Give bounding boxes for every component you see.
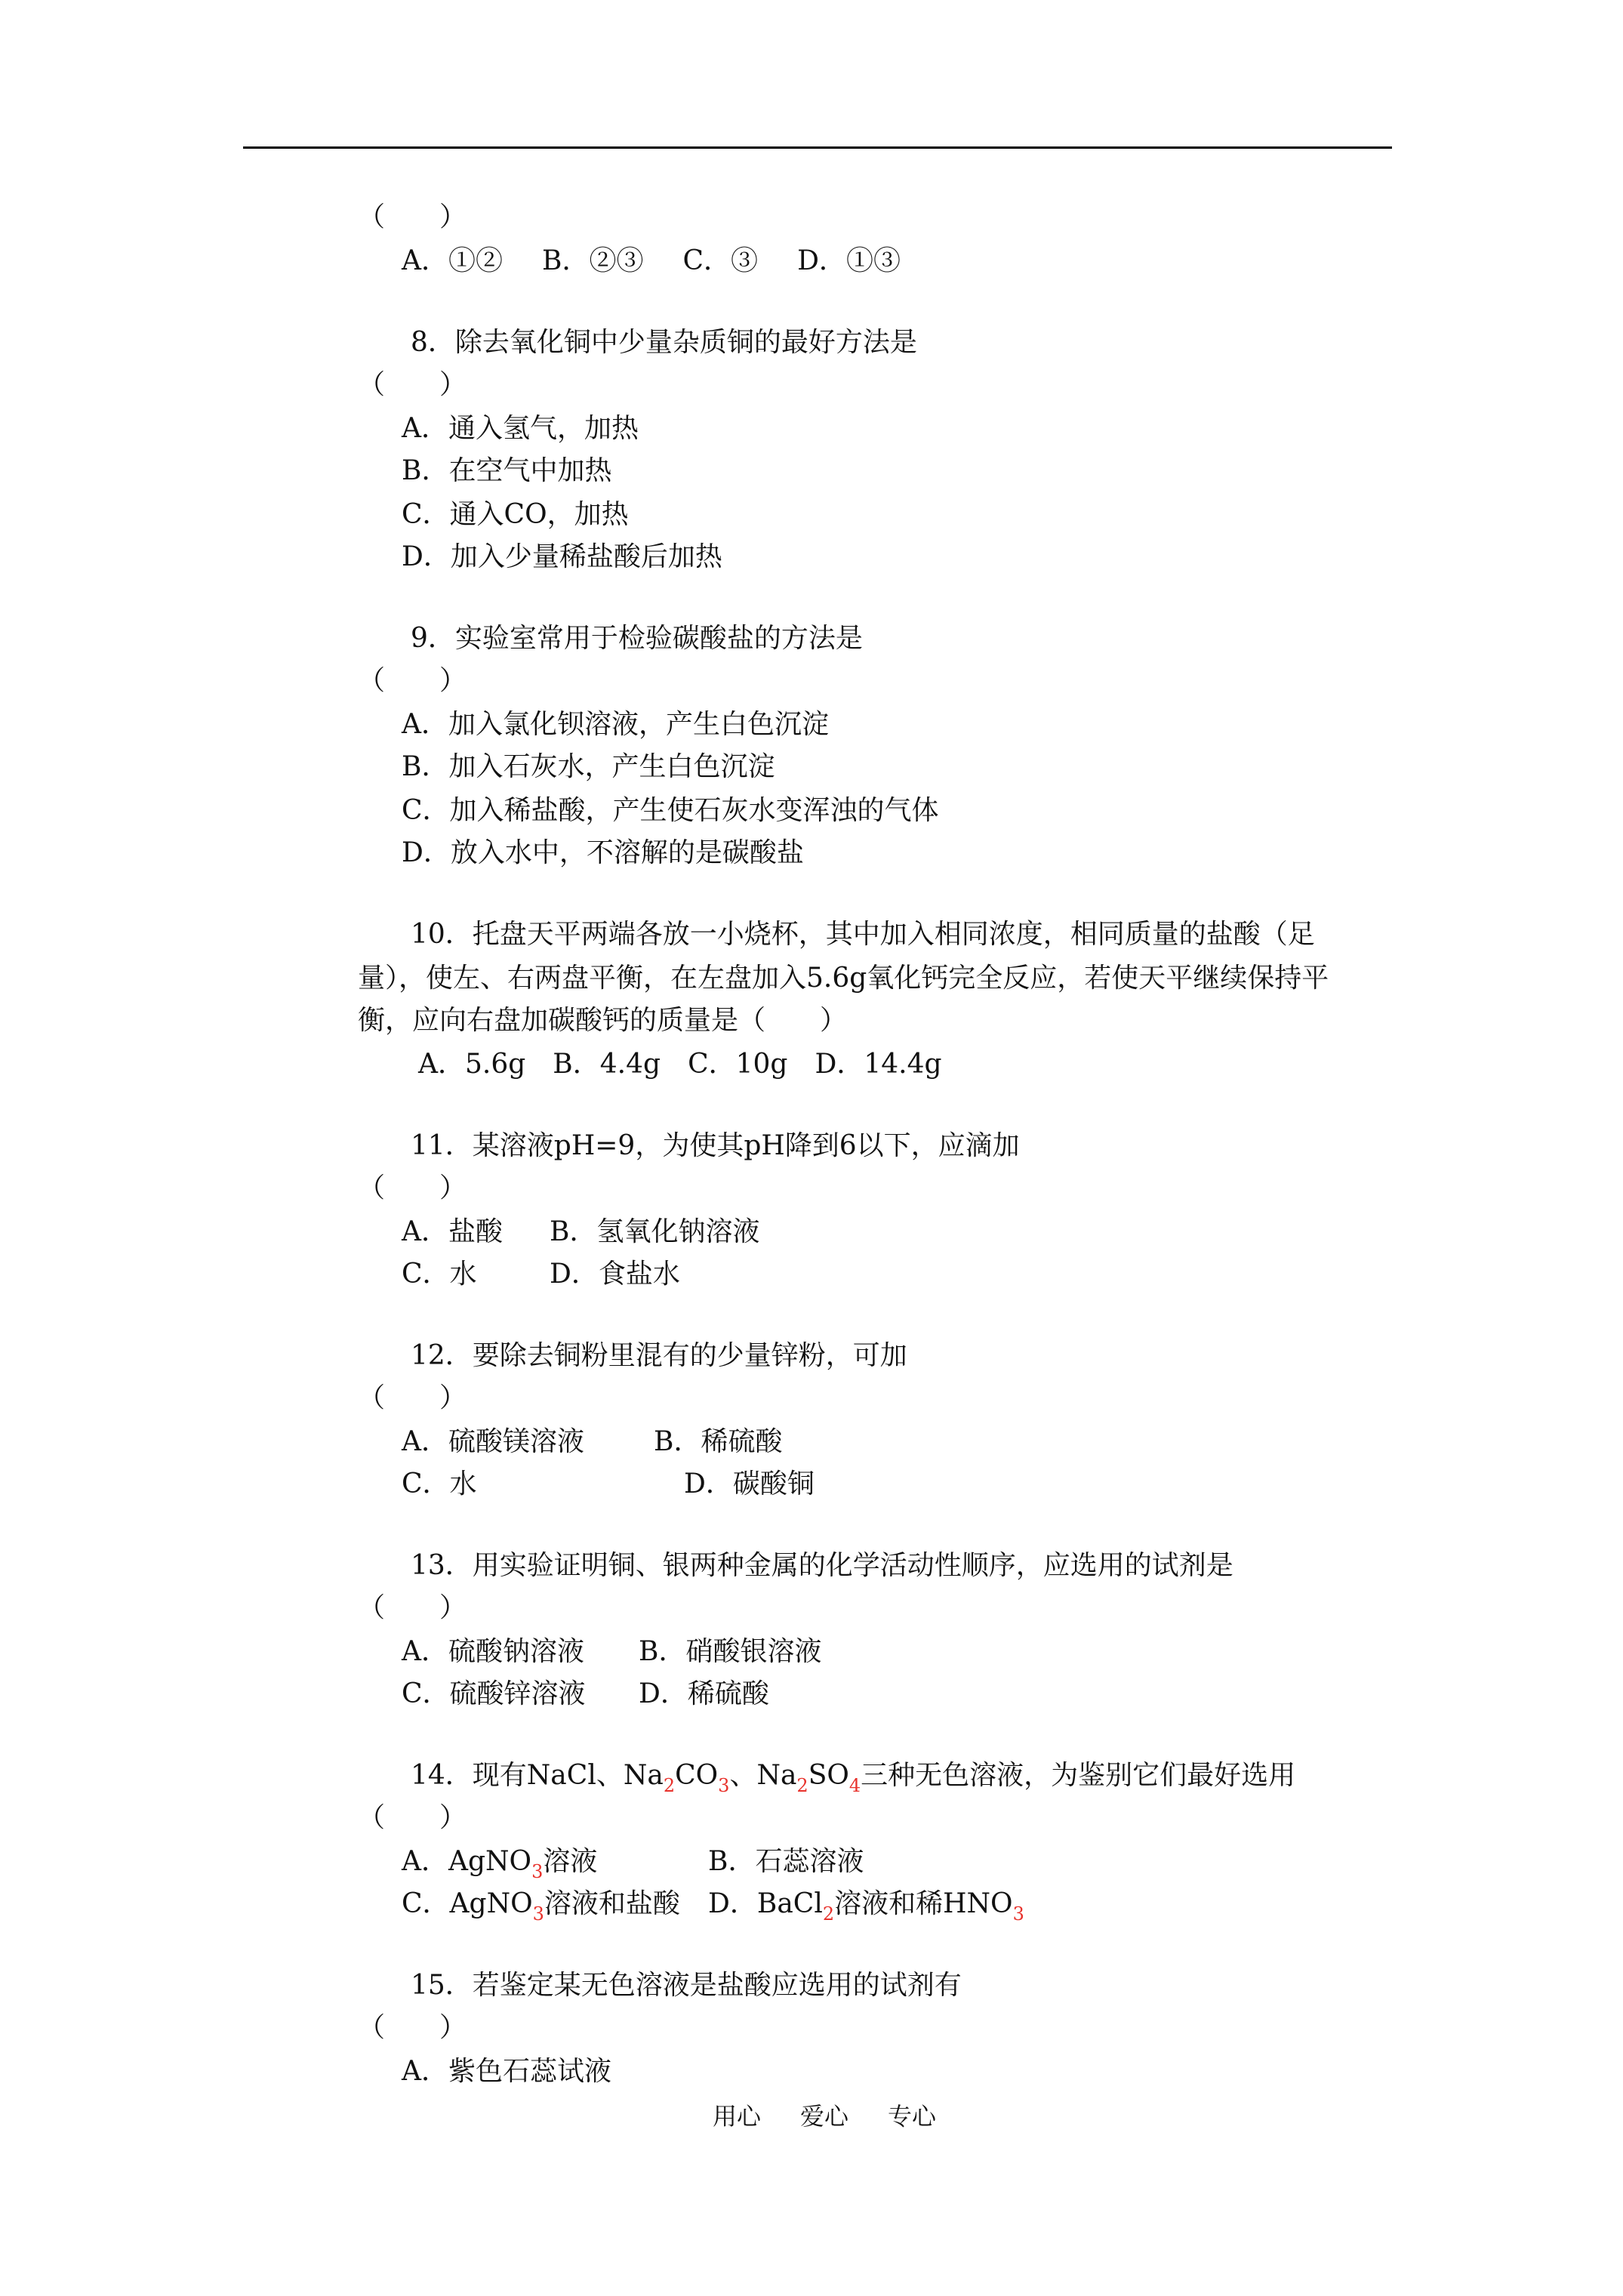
footer-word-3: 专心 — [888, 2102, 937, 2131]
q7-option-a: A．①② — [402, 245, 504, 276]
q10-stem-line-2: 量），使左、右两盘平衡，在左盘加入5.6g氧化钙完全反应，若使天平继续保持平 — [358, 963, 1329, 994]
q14-stem: 14．现有NaCl、$Na_2CO_3$、$Na_2SO_4$三种无色溶液，为鉴别它们最好选用 — [411, 1760, 1296, 1796]
q13-options-row-1 — [402, 1635, 821, 1669]
footer-word-1: 用心 — [713, 2102, 762, 2131]
q12-stem: 12．要除去铜粉里混有的少量锌粉，可加 — [411, 1340, 907, 1371]
q11-option-d: D．食盐水 — [550, 1259, 680, 1290]
q13-stem: 13．用实验证明铜、银两种金属的化学活动性顺序，应选用的试剂是 — [411, 1550, 1233, 1581]
q13-option-b: B．硝酸银溶液 — [639, 1636, 822, 1667]
q9-stem: 9．实验室常用于检验碳酸盐的方法是 — [411, 623, 863, 654]
q10-option-b: B．4.4g — [553, 1049, 661, 1080]
q10-stem-line-1: 10．托盘天平两端各放一小烧杯，其中加入相同浓度，相同质量的盐酸（足 — [411, 919, 1315, 950]
q14-option-c: C．AgNO$_3$溶液和盐酸 — [402, 1888, 680, 1925]
q7-option-d: D．①③ — [797, 245, 901, 276]
q12-option-a: A．硫酸镁溶液 — [402, 1426, 584, 1457]
formula-na2so4: $Na_2SO_4$ — [756, 1760, 861, 1796]
q14-option-b: B．石蕊溶液 — [708, 1846, 864, 1877]
q10-option-c: C．10g — [688, 1049, 788, 1080]
header-rule — [243, 146, 1392, 149]
q12-option-b: B．稀硫酸 — [654, 1426, 783, 1457]
q12-options-row-1 — [402, 1425, 782, 1459]
q7-options — [402, 245, 901, 278]
q12-options-row-2 — [402, 1468, 815, 1501]
page-footer — [713, 2101, 936, 2131]
q8-answer-bracket: （ ） — [358, 369, 467, 400]
q12-option-d: D．碳酸铜 — [684, 1469, 815, 1499]
q11-options-row-2 — [402, 1258, 680, 1291]
q13-option-d: D．稀硫酸 — [639, 1678, 769, 1709]
q14-answer-bracket: （ ） — [358, 1802, 467, 1833]
q13-option-a: A．硫酸钠溶液 — [402, 1636, 584, 1667]
q14-options-row-2 — [402, 1888, 1024, 1925]
q10-option-d: D．14.4g — [815, 1049, 942, 1080]
q9-option-c: C．加入稀盐酸，产生使石灰水变浑浊的气体 — [402, 795, 939, 826]
q11-option-a: A．盐酸 — [402, 1216, 503, 1247]
q14-option-d: D．BaCl$_2$溶液和稀$HNO_3$ — [708, 1888, 1024, 1925]
q11-option-b: B．氢氧化钠溶液 — [550, 1216, 760, 1247]
q14-options-row-1 — [402, 1845, 864, 1882]
q7-answer-bracket: （ ） — [358, 202, 467, 233]
q7-option-b: B．②③ — [542, 245, 644, 276]
q12-answer-bracket: （ ） — [358, 1382, 467, 1413]
q10-stem-line-3: 衡，应向右盘加碳酸钙的质量是（ ） — [358, 1005, 848, 1036]
q11-answer-bracket: （ ） — [358, 1173, 467, 1203]
q10-options — [418, 1048, 942, 1081]
q9-option-b: B．加入石灰水，产生白色沉淀 — [402, 751, 775, 782]
q8-option-b: B．在空气中加热 — [402, 455, 612, 486]
q15-option-a: A．紫色石蕊试液 — [402, 2056, 611, 2087]
q9-option-a: A．加入氯化钡溶液，产生白色沉淀 — [402, 709, 829, 740]
footer-word-2: 爱心 — [800, 2102, 849, 2131]
q7-option-c: C．③ — [682, 245, 759, 276]
q15-answer-bracket: （ ） — [358, 2012, 467, 2043]
q10-option-a: A．5.6g — [418, 1049, 526, 1080]
q8-option-a: A．通入氢气，加热 — [402, 413, 639, 444]
q12-option-c: C．水 — [402, 1469, 477, 1499]
q11-options-row-1 — [402, 1216, 759, 1249]
q15-stem: 15．若鉴定某无色溶液是盐酸应选用的试剂有 — [411, 1970, 962, 2001]
q13-options-row-2 — [402, 1678, 769, 1711]
q8-option-d: D．加入少量稀盐酸后加热 — [402, 541, 722, 572]
q13-answer-bracket: （ ） — [358, 1592, 467, 1623]
q11-stem: 11．某溶液pH=9，为使其pH降到6以下，应滴加 — [411, 1130, 1020, 1161]
formula-na2co3: $Na_2CO_3$ — [623, 1760, 730, 1796]
q9-option-d: D．放入水中，不溶解的是碳酸盐 — [402, 837, 804, 868]
q14-option-a: A．AgNO$_3$溶液 — [402, 1846, 598, 1882]
q13-option-c: C．硫酸锌溶液 — [402, 1678, 586, 1709]
q8-option-c: C．通入CO，加热 — [402, 499, 629, 530]
q11-option-c: C．水 — [402, 1259, 477, 1290]
q8-stem: 8．除去氧化铜中少量杂质铜的最好方法是 — [411, 327, 917, 358]
q9-answer-bracket: （ ） — [358, 665, 467, 696]
